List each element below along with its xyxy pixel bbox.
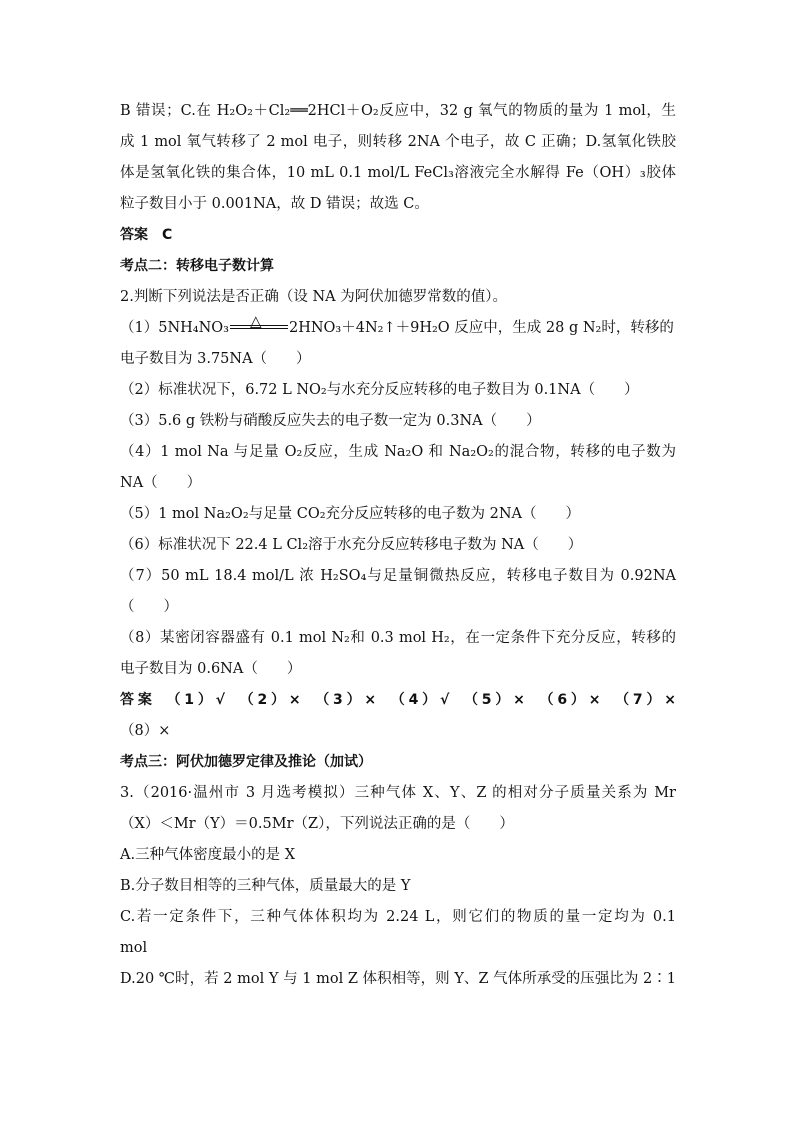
question-3-stem: 3.（2016·温州市 3 月选考模拟）三种气体 X、Y、Z 的相对分子质量关系为 Mr — [120, 785, 676, 801]
answer-line: 答案 C — [120, 227, 173, 243]
question-2-item-5: （5）1 mol Na₂O₂与足量 CO₂充分反应转移的电子数为 2NA（ ） — [120, 506, 581, 522]
option-c: C.若一定条件下，三种气体体积均为 2.24 L，则它们的物质的量一定均为 0.1 — [120, 909, 676, 925]
answer-2-line: 答案 （1）√ （2）× （3）× （4）√ （5）× （6）× （7）× — [120, 692, 676, 708]
document-page — [120, 96, 676, 995]
question-2-item-7: （7）50 mL 18.4 mol/L 浓 H₂SO₄与足量铜微热反应，转移电子数目为 0.92NA — [120, 568, 676, 584]
option-c-cont: mol — [120, 940, 148, 956]
answer-2-line-cont: （8）× — [120, 723, 171, 739]
question-3-stem-cont: （X）＜Mr（Y）＝0.5Mr（Z），下列说法正确的是（ ） — [120, 816, 514, 832]
question-2-item-6: （6）标准状况下 22.4 L Cl₂溶于水充分反应转移电子数为 NA（ ） — [120, 537, 583, 553]
equation-products: 2HNO₃＋4N₂↑＋9H₂O 反应中，生成 28 g N₂时，转移的 — [288, 320, 674, 336]
question-2-stem: 2.判断下列说法是否正确（设 NA 为阿伏加德罗常数的值）。 — [120, 289, 507, 305]
text-line-4: 粒子数目小于 0.001NA，故 D 错误；故选 C。 — [120, 196, 429, 212]
section-heading-2: 考点二：转移电子数计算 — [120, 258, 274, 274]
equation-reactant: （1）5NH₄NO₃ — [120, 320, 229, 336]
question-2-item-8-cont: 电子数目为 0.6NA（ ） — [120, 661, 302, 677]
heat-triangle-icon: △ — [249, 312, 262, 330]
section-heading-3: 考点三：阿伏加德罗定律及推论（加试） — [120, 754, 372, 770]
option-a: A.三种气体密度最小的是 X — [120, 847, 296, 863]
option-b: B.分子数目相等的三种气体，质量最大的是 Y — [120, 878, 411, 894]
text-line-1: B 错误；C.在 H₂O₂＋Cl₂══2HCl＋O₂反应中，32 g 氧气的物质的量为 1 mol，生 — [120, 103, 676, 119]
question-2-item-4-cont: NA（ ） — [120, 475, 202, 491]
option-d: D.20 ℃时，若 2 mol Y 与 1 mol Z 体积相等，则 Y、Z 气体所承受的压强比为 2∶1 — [120, 971, 676, 987]
question-2-item-8: （8）某密闭容器盛有 0.1 mol N₂和 0.3 mol H₂，在一定条件下充分反应，转移的 — [120, 630, 676, 646]
question-2-item-1 — [120, 313, 676, 344]
question-2-item-3: （3）5.6 g 铁粉与硝酸反应失去的电子数一定为 0.3NA（ ） — [120, 413, 541, 429]
heating-condition-arrow — [230, 312, 288, 336]
question-2-item-4: （4）1 mol Na 与足量 O₂反应，生成 Na₂O 和 Na₂O₂的混合物，转移的电子数为 — [120, 444, 676, 460]
question-2-item-7-cont: （ ） — [120, 599, 178, 615]
text-line-3: 体是氢氧化铁的集合体，10 mL 0.1 mol/L FeCl₃溶液完全水解得 Fe（OH）₃胶体 — [120, 165, 676, 181]
question-2-item-2: （2）标准状况下，6.72 L NO₂与水充分反应转移的电子数目为 0.1NA（ ） — [120, 382, 639, 398]
text-line-2: 成 1 mol 氧气转移了 2 mol 电子，则转移 2NA 个电子，故 C 正确；D.氢氧化铁胶 — [120, 134, 676, 150]
question-2-item-1-cont: 电子数目为 3.75NA（ ） — [120, 351, 311, 367]
